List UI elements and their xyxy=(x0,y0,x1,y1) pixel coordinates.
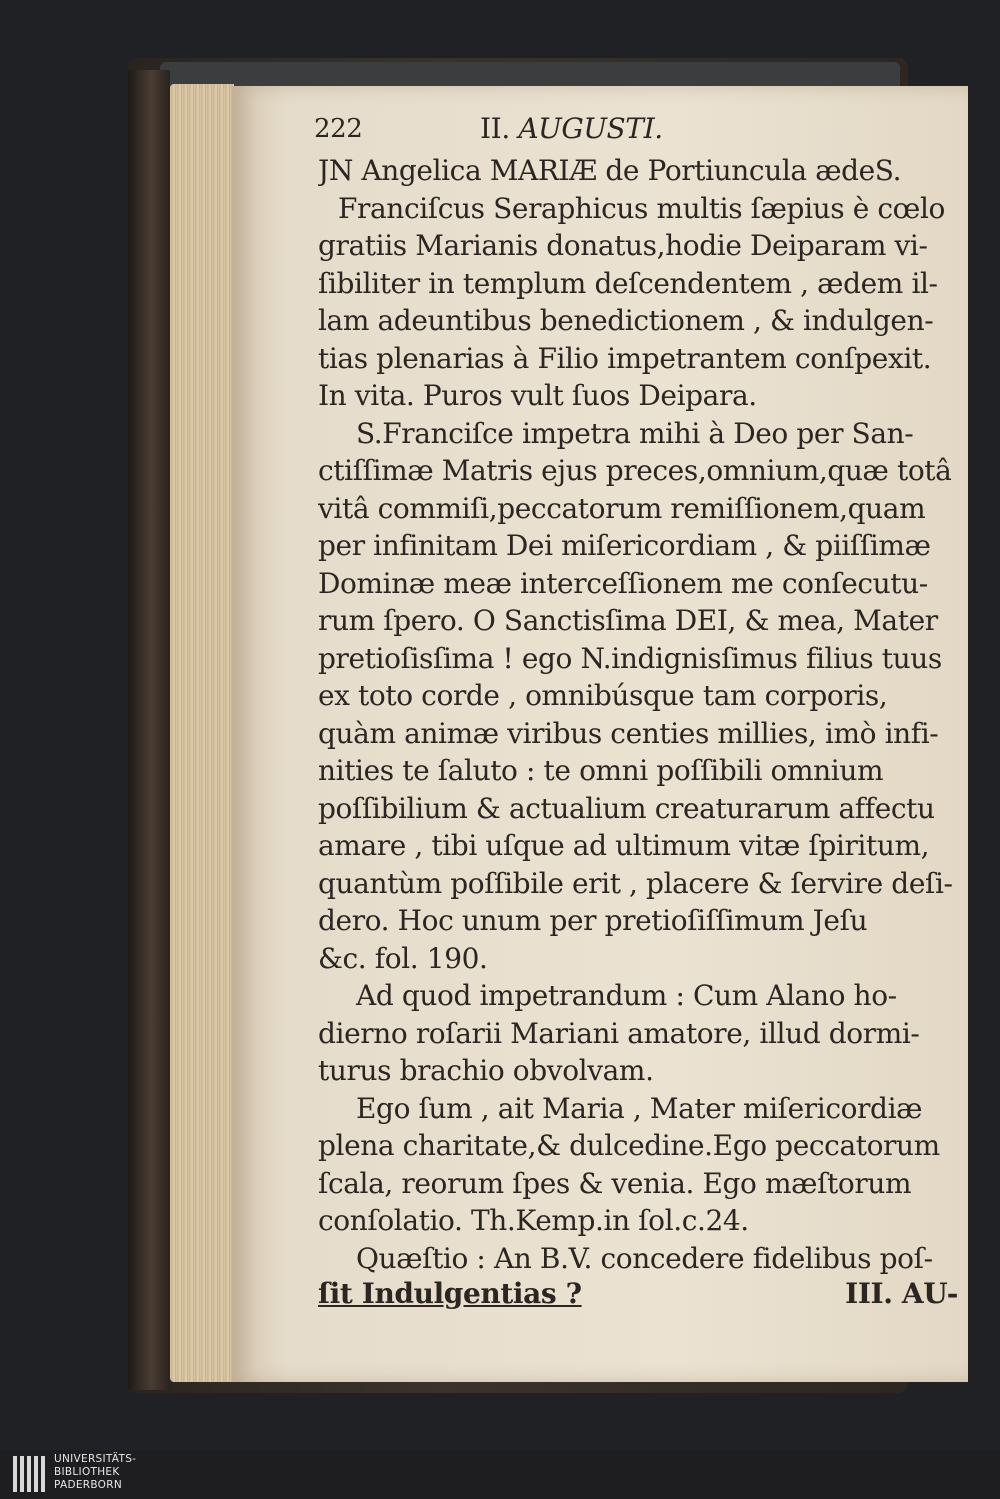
library-name-line: BIBLIOTHEK xyxy=(54,1466,120,1478)
text-line: amare , tibi uſque ad ultimum vitæ ſpiritum, xyxy=(318,829,930,862)
text-line: &c. fol. 190. xyxy=(318,941,488,975)
catchword: III. AU- xyxy=(845,1277,958,1310)
text-line: lam adeuntibus benedictionem , & indulgen- xyxy=(318,304,934,337)
running-header xyxy=(314,112,958,152)
text-line: gratiis Marianis donatus,hodie Deiparam vi- xyxy=(318,229,928,262)
text-line: S.Franciſce impetra mihi à Deo per San- xyxy=(356,416,914,450)
library-footer-bar xyxy=(0,1450,1000,1499)
running-title xyxy=(480,112,663,145)
footer-line: ſit Indulgentias ? xyxy=(318,1277,582,1310)
text-line: JN Angelica MARIÆ de Portiuncula ædeS. xyxy=(318,154,902,187)
text-line: dero. Hoc unum per pretioſiſſimum Jeſu xyxy=(318,904,868,937)
text-line: dierno roſarii Mariani amatore, illud dormi- xyxy=(318,1016,920,1050)
library-logo-icon xyxy=(12,1454,46,1494)
text-line: quàm animæ viribus centies millies, imò infi- xyxy=(318,716,939,750)
page-footer xyxy=(318,1277,958,1317)
text-line: tias plenarias à Filio impetrantem conſpexit. xyxy=(318,341,932,375)
text-line: plena charitate,& dulcedine.Ego peccatorum xyxy=(318,1129,940,1162)
text-line: nities te ſaluto : te omni poſſibili omnium xyxy=(318,754,884,787)
text-line: ſcala, reorum ſpes & venia. Ego mæſtorum xyxy=(318,1166,912,1200)
text-line: Franciſcus Seraphicus multis ſæpius è cœlo xyxy=(338,191,945,225)
book-top-edge xyxy=(160,62,900,86)
text-line: ctiſſimæ Matris ejus preces,omnium,quæ totâ xyxy=(318,454,952,487)
text-line: conſolatio. Th.Kemp.in ſol.c.24. xyxy=(318,1204,749,1237)
text-line: poſſibilium & actualium creaturarum affectu xyxy=(318,791,935,825)
library-name xyxy=(54,1453,136,1492)
text-line: Ad quod impetrandum : Cum Alano ho- xyxy=(356,979,897,1012)
text-line: ſibiliter in templum deſcendentem , ædem il- xyxy=(318,266,938,300)
book-spine xyxy=(128,70,170,1390)
text-line: vitâ commiſi,peccatorum remiſſionem,quam xyxy=(318,491,926,525)
library-name-line: PADERBORN xyxy=(54,1479,122,1491)
text-line: pretioſisſima ! ego N.indignisſimus filius tuus xyxy=(318,641,942,675)
text-line: turus brachio obvolvam. xyxy=(318,1054,654,1087)
page-edges xyxy=(170,84,234,1382)
running-title-month: AUGUSTI. xyxy=(518,112,663,145)
text-line: Ego ſum , ait Maria , Mater miſericordiæ xyxy=(356,1091,923,1125)
page-number: 222 xyxy=(314,114,363,144)
text-line: In vita. Puros vult ſuos Deipara. xyxy=(318,379,757,412)
text-line: ex toto corde , omnibúsque tam corporis, xyxy=(318,679,888,712)
text-line: Dominæ meæ interceſſionem me conſecutu- xyxy=(318,566,928,600)
text-line: Quæſtio : An B.V. concedere fidelibus poſ- xyxy=(356,1241,933,1275)
library-name-line: UNIVERSITÄTS- xyxy=(54,1453,137,1465)
running-title-roman: II. xyxy=(480,112,510,145)
text-line: rum ſpero. O Sanctisſima DEI, & mea, Mater xyxy=(318,604,938,637)
text-line: per infinitam Dei miſericordiam , & piiſſimæ xyxy=(318,529,931,562)
page-text xyxy=(314,112,958,1317)
text-line: quantùm poſſibile erit , placere & ſervire deſi- xyxy=(318,866,953,900)
